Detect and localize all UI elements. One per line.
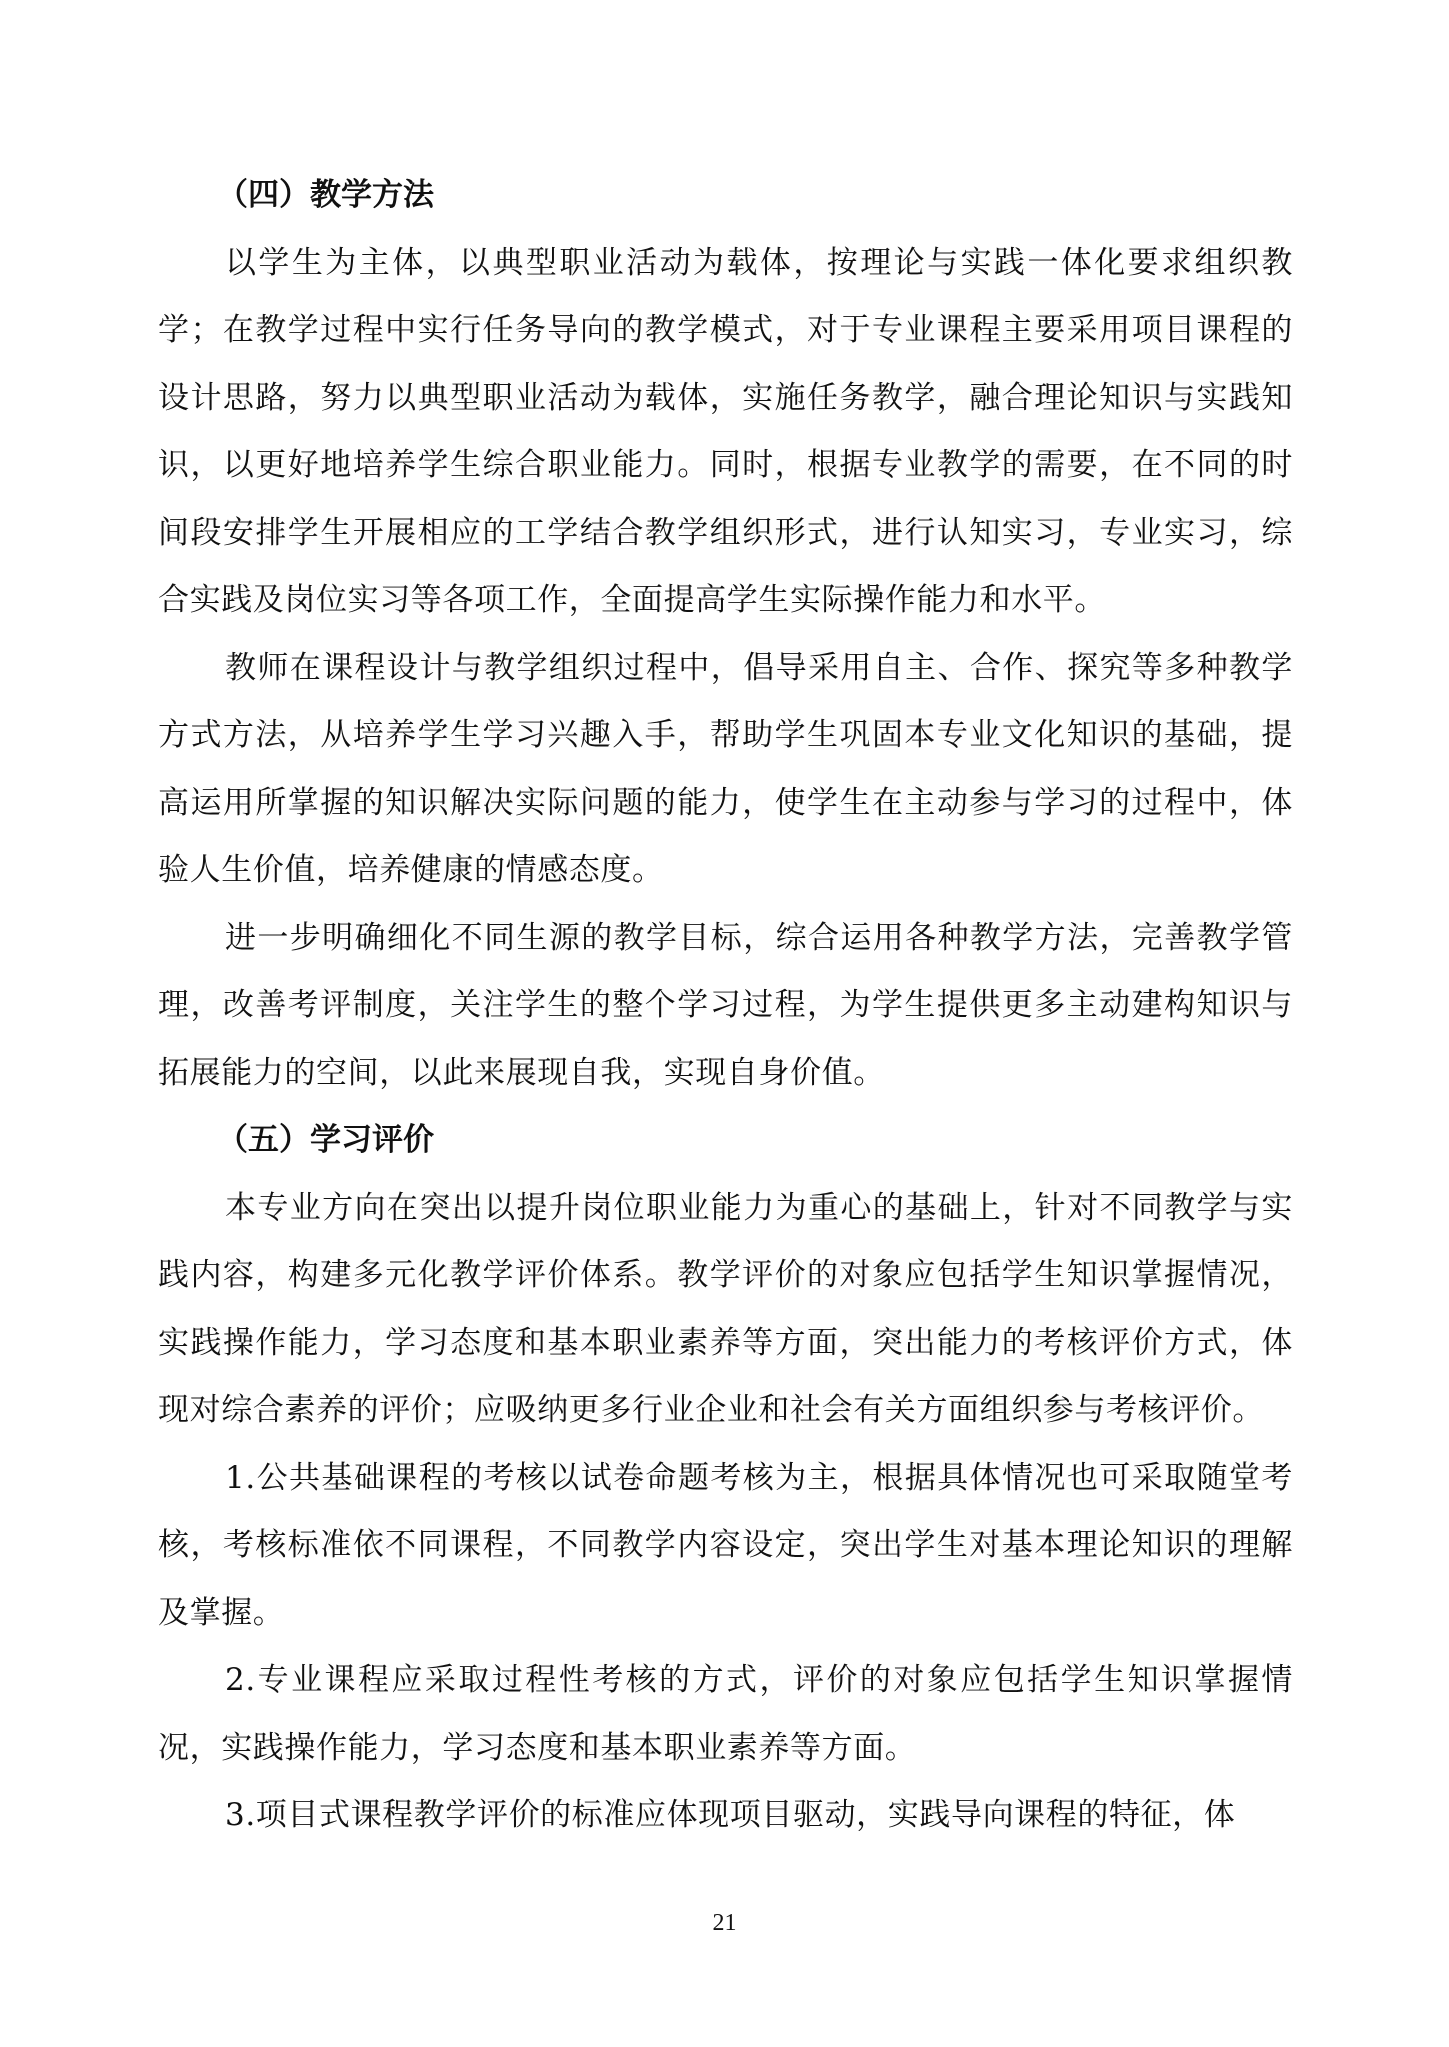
paragraph: 进一步明确细化不同生源的教学目标，综合运用各种教学方法，完善教学管理，改善考评制度，关注学生的整个学习过程，为学生提供更多主动建构知识与拓展能力的空间，以此来展现自我，实现自身价值。 — [158, 919, 1293, 1091]
page-content — [158, 162, 1293, 1850]
paragraph: 以学生为主体，以典型职业活动为载体，按理论与实践一体化要求组织教学；在教学过程中实行任务导向的教学模式，对于专业课程主要采用项目课程的设计思路，努力以典型职业活动为载体，实施任务教学，融合理论知识与实践知识，以更好地培养学生综合职业能力。同时，根据专业教学的需要，在不同的时间段安排学生开展相应的工学结合教学组织形式，进行认知实习，专业实习，综合实践及岗位实习等各项工作，全面提高学生实际操作能力和水平。 — [158, 244, 1293, 618]
section-heading-teaching-methods: （四）教学方法 — [217, 177, 434, 213]
list-item-2: 2.专业课程应采取过程性考核的方式，评价的对象应包括学生知识掌握情况，实践操作能力，学习态度和基本职业素养等方面。 — [158, 1662, 1293, 1766]
paragraph: 教师在课程设计与教学组织过程中，倡导采用自主、合作、探究等多种教学方式方法，从培养学生学习兴趣入手，帮助学生巩固本专业文化知识的基础，提高运用所掌握的知识解决实际问题的能力，使学生在主动参与学习的过程中，体验人生价值，培养健康的情感态度。 — [158, 649, 1293, 888]
list-item-3: 3.项目式课程教学评价的标准应体现项目驱动，实践导向课程的特征，体 — [225, 1797, 1236, 1833]
list-item-1: 1.公共基础课程的考核以试卷命题考核为主，根据具体情况也可采取随堂考核，考核标准依不同课程，不同教学内容设定，突出学生对基本理论知识的理解及掌握。 — [158, 1459, 1293, 1631]
paragraph: 本专业方向在突出以提升岗位职业能力为重心的基础上，针对不同教学与实践内容，构建多元化教学评价体系。教学评价的对象应包括学生知识掌握情况，实践操作能力，学习态度和基本职业素养等方面，突出能力的考核评价方式，体现对综合素养的评价；应吸纳更多行业企业和社会有关方面组织参与考核评价。 — [158, 1189, 1293, 1428]
section-heading-learning-evaluation: （五）学习评价 — [217, 1122, 434, 1158]
page-number: 21 — [712, 1910, 737, 1936]
